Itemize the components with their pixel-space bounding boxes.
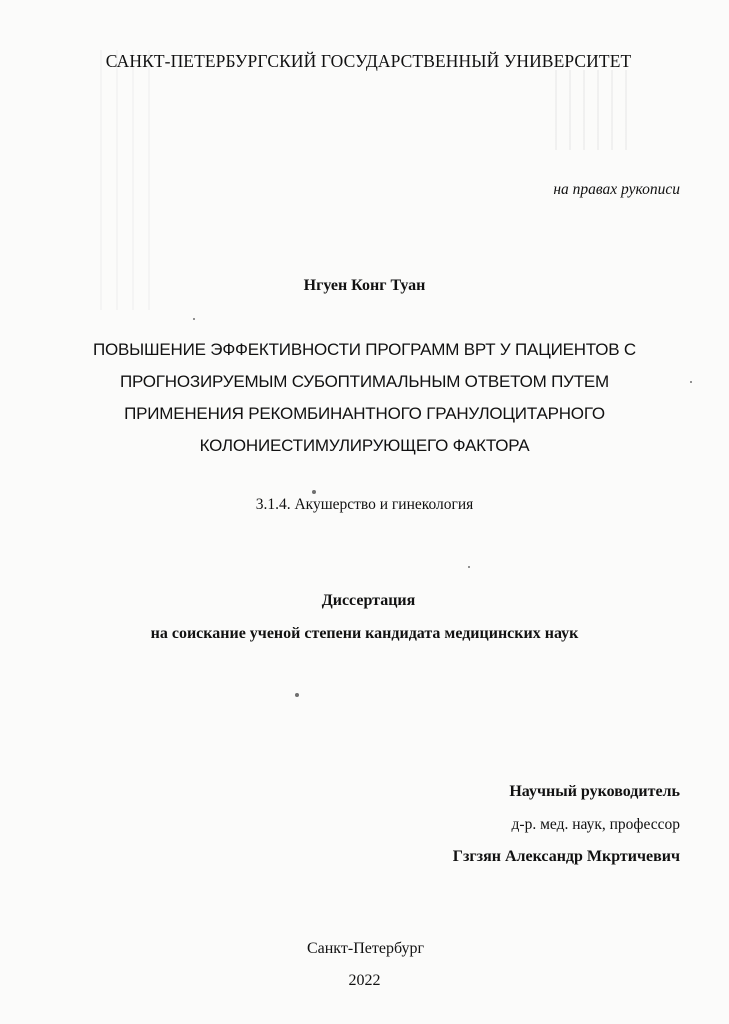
scan-speck: [312, 490, 316, 494]
title-line: ПРИМЕНЕНИЯ РЕКОМБИНАНТНОГО ГРАНУЛОЦИТАРНОГО: [124, 404, 605, 423]
supervisor-degree: д-р. мед. наук, профессор: [511, 816, 680, 833]
title-line: ПОВЫШЕНИЕ ЭФФЕКТИВНОСТИ ПРОГРАММ ВРТ У ПАЦИЕНТОВ С: [93, 340, 636, 359]
document-type: Диссертация: [321, 592, 416, 609]
degree-statement: на соискание ученой степени кандидата медицинских наук: [150, 625, 579, 642]
rights-note: на правах рукописи: [553, 181, 680, 198]
supervisor-label: Научный руководитель: [509, 783, 680, 800]
scan-bleed-through-left: [100, 50, 160, 310]
university-name: САНКТ-ПЕТЕРБУРГСКИЙ ГОСУДАРСТВЕННЫЙ УНИВЕРСИТЕТ: [105, 51, 632, 71]
title-line: ПРОГНОЗИРУЕМЫМ СУБОПТИМАЛЬНЫМ ОТВЕТОМ ПУТЕМ: [119, 372, 610, 391]
scan-speck: [193, 318, 195, 320]
author-name: Нгуен Конг Туан: [303, 277, 426, 294]
scan-bleed-through: [555, 70, 635, 150]
scan-speck: [690, 381, 692, 383]
year: 2022: [348, 972, 381, 989]
scan-speck: [468, 566, 470, 568]
scan-speck: [295, 693, 299, 697]
dissertation-title: [0, 334, 729, 462]
specialty-code: 3.1.4. Акушерство и гинекология: [255, 496, 474, 513]
supervisor-name: Гзгзян Александр Мкртичевич: [452, 848, 680, 865]
city: Санкт-Петербург: [306, 940, 425, 957]
title-line: КОЛОНИЕСТИМУЛИРУЮЩЕГО ФАКТОРА: [199, 436, 530, 455]
